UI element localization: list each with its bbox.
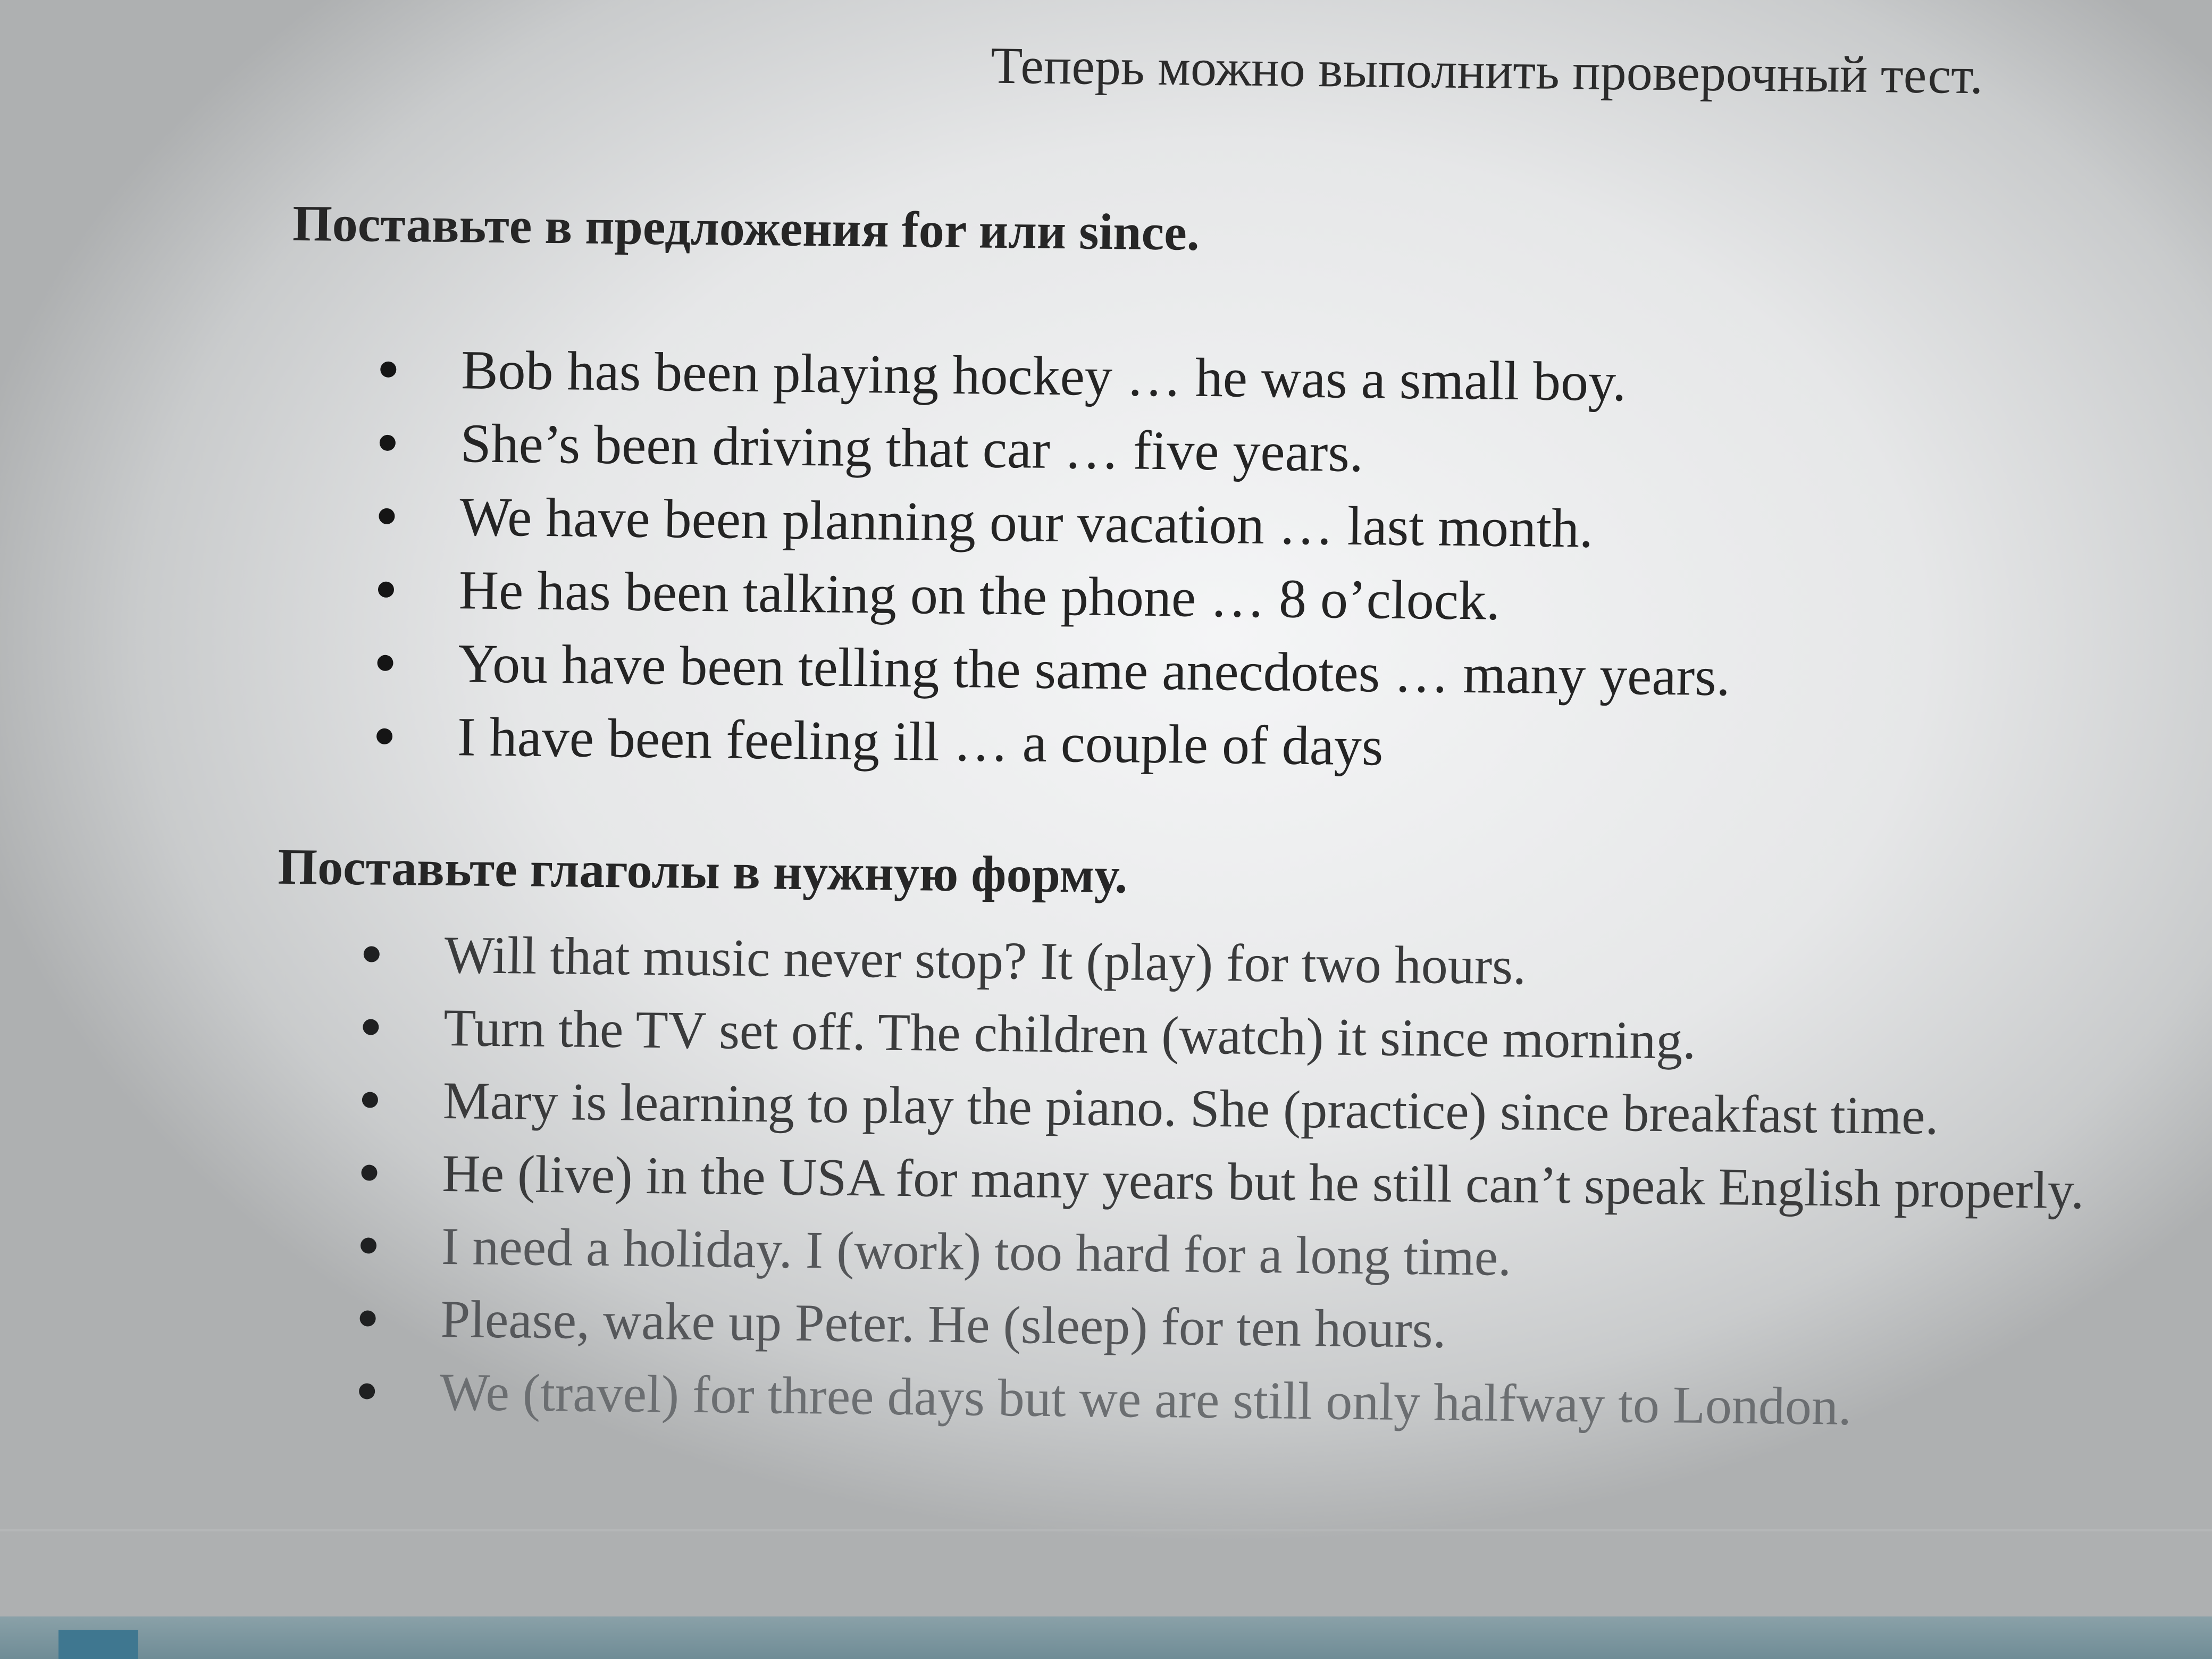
bullet-icon <box>379 508 395 524</box>
exercise-sentence: Mary is learning to play the piano. She (practice) since breakfast time. <box>442 1070 1939 1146</box>
exercise-sentence: We (travel) for three days but we are still only halfway to London. <box>439 1362 1852 1436</box>
bullet-icon <box>359 1310 375 1326</box>
taskbar-button[interactable] <box>58 1630 138 1659</box>
verb-forms-exercise-list <box>349 917 2087 1445</box>
page-bottom-divider <box>0 1529 2212 1531</box>
intro-text: Теперь можно выполнить проверочный тест. <box>990 37 1983 105</box>
exercise-sentence: He has been talking on the phone … 8 o’clock. <box>458 559 1501 632</box>
bullet-icon <box>359 1383 375 1399</box>
exercise-sentence: Will that music never stop? It (play) for two hours. <box>444 925 1527 996</box>
exercise-sentence: We have been planning our vacation … last month. <box>459 486 1594 559</box>
exercise-sentence: I have been feeling ill … a couple of days <box>457 706 1384 777</box>
taskbar <box>0 1616 2212 1659</box>
bullet-icon <box>363 1019 379 1035</box>
exercise-sentence: He (live) in the USA for many years but he still can’t speak English properly. <box>441 1143 2085 1220</box>
bullet-icon <box>361 1164 377 1180</box>
list-item <box>368 552 1731 640</box>
list-item <box>366 699 1730 787</box>
bullet-icon <box>378 582 394 598</box>
section-heading-verb-forms: Поставьте глаголы в нужную форму. <box>277 837 1128 904</box>
exercise-sentence: She’s been driving that car … five years. <box>460 413 1364 484</box>
list-item <box>370 406 1733 493</box>
bullet-icon <box>364 946 380 962</box>
list-item <box>367 626 1731 714</box>
bullet-icon <box>361 1237 376 1253</box>
exercise-sentence: You have been telling the same anecdotes … many years. <box>457 633 1731 708</box>
for-since-exercise-list <box>366 332 1733 787</box>
bullet-icon <box>376 728 392 744</box>
list-item <box>369 479 1732 567</box>
exercise-sentence: I need a holiday. I (work) too hard for a long time. <box>441 1216 1512 1287</box>
bullet-icon <box>380 362 396 378</box>
bullet-icon <box>362 1092 378 1108</box>
bullet-icon <box>377 655 393 671</box>
exercise-sentence: Please, wake up Peter. He (sleep) for ten hours. <box>440 1289 1447 1359</box>
section-heading-for-since: Поставьте в предложения for или since. <box>292 194 1200 261</box>
bullet-icon <box>380 435 396 451</box>
exercise-sentence: Turn the TV set off. The children (watch) it since morning. <box>443 998 1696 1070</box>
exercise-sentence: Bob has been playing hockey … he was a small boy. <box>460 339 1627 413</box>
list-item <box>371 332 1734 420</box>
